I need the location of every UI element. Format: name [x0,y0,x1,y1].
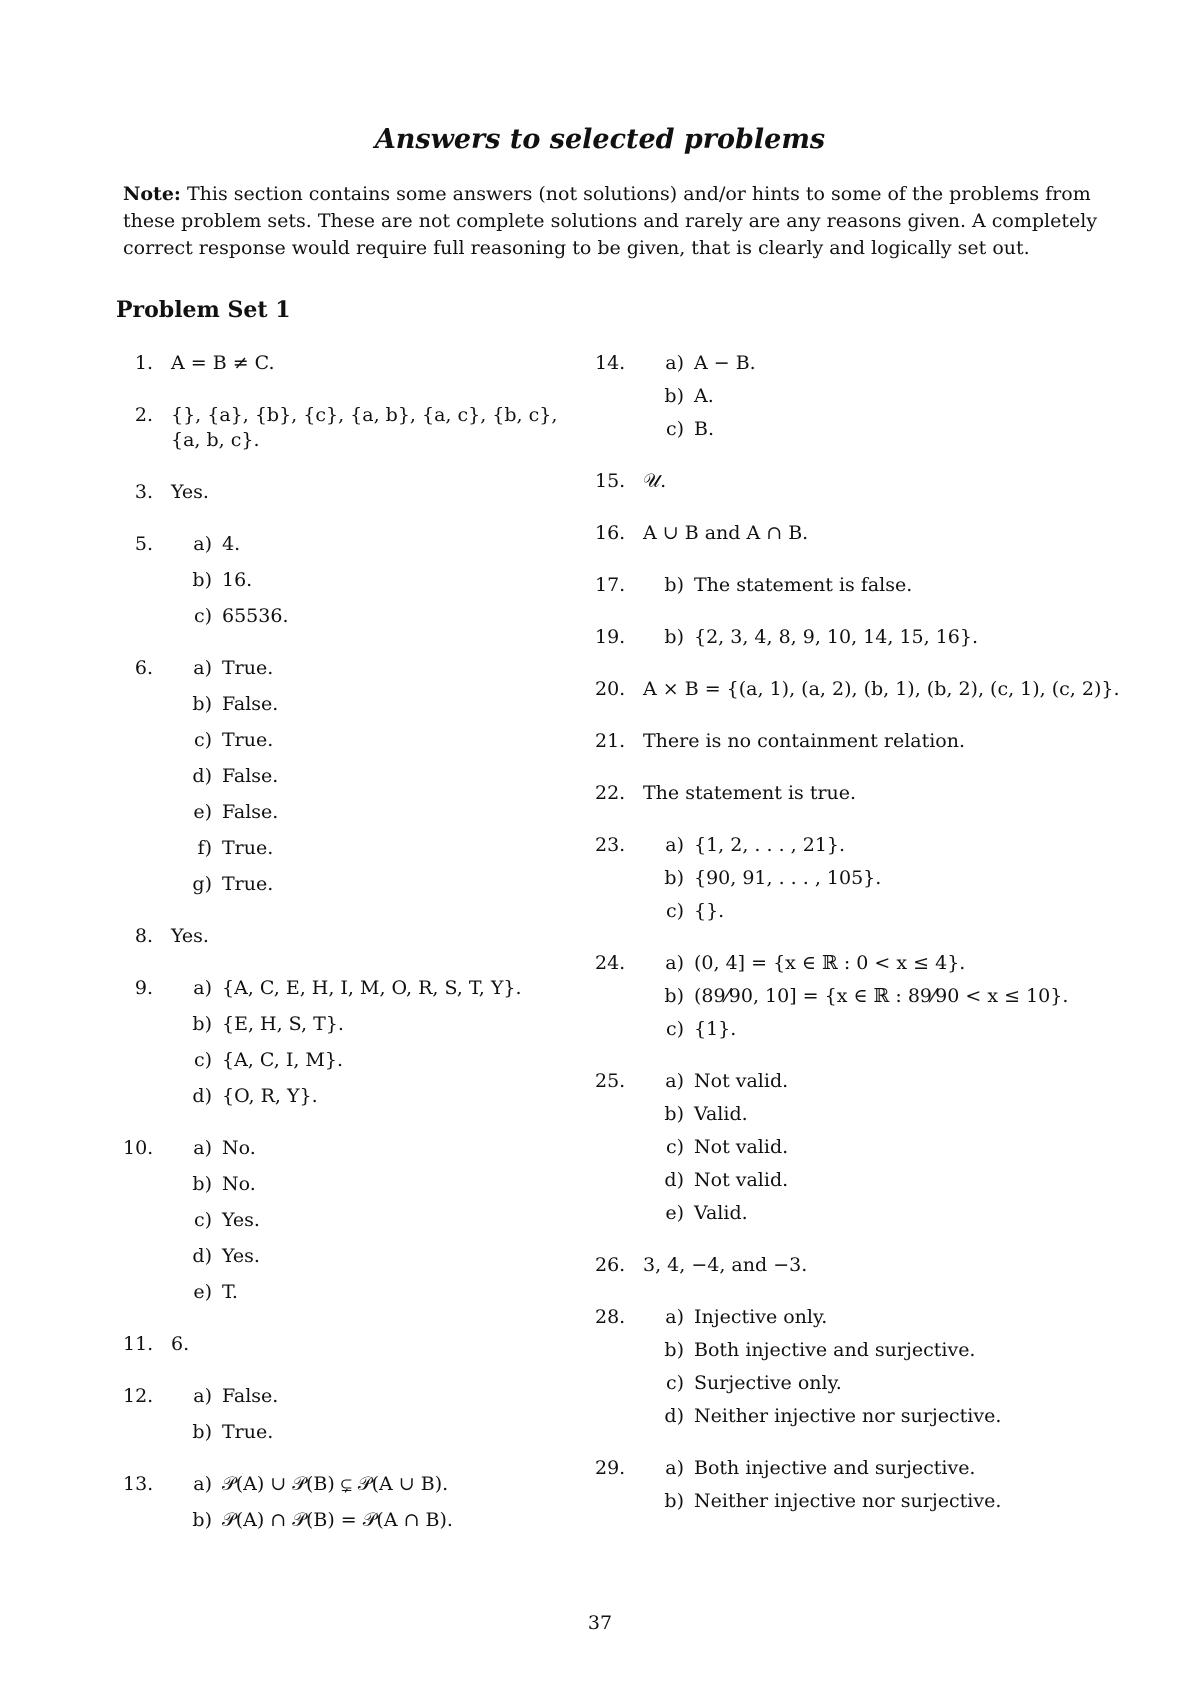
answer-number: 22. [595,782,626,804]
answer-item [595,729,1155,754]
answer-part-label: c) [665,418,684,440]
answer-text: There is no containment relation. [643,730,966,752]
answer-text: The statement is true. [643,782,857,804]
answer-part [643,1489,1155,1514]
answer-part-text: 65536. [222,605,289,627]
answer-part-label: c) [193,605,212,627]
answer-number: 11. [123,1333,154,1355]
answer-part [643,625,1155,650]
answer-part-text: Not valid. [694,1169,789,1191]
answer-part-text: Valid. [694,1103,748,1125]
answer-part [643,1338,1155,1363]
answer-part-label: b) [192,1013,212,1035]
answer-part-label: b) [192,1509,212,1531]
answer-part-label: c) [665,1018,684,1040]
answer-number: 17. [595,574,626,596]
answer-part-text: Yes. [222,1209,260,1231]
answer-part-label: g) [192,873,212,895]
answer-part [171,836,573,861]
answer-part [171,1012,573,1037]
answer-item [595,573,1155,598]
answer-part-label: b) [664,867,684,889]
answer-part [643,1017,1155,1042]
answer-item [123,1332,573,1357]
answer-part-label: a) [193,977,212,999]
answer-part-text: Both injective and surjective. [694,1457,976,1479]
answer-part-text: 𝒫(A) ∪ 𝒫(B) ⊊ 𝒫(A ∪ B). [222,1473,449,1495]
answer-number: 5. [134,533,153,555]
answer-item [123,1384,573,1445]
answer-part-label: a) [665,352,684,374]
answer-part-label: a) [193,657,212,679]
answer-part-text: True. [222,1421,274,1443]
answer-part [643,1168,1155,1193]
answer-item [595,625,1155,650]
answer-part-text: True. [222,837,274,859]
answer-part-text: Yes. [222,1245,260,1267]
answer-item [123,351,573,376]
answer-part-text: {O, R, Y}. [222,1085,318,1107]
answer-parts [595,625,1155,650]
answer-parts [123,1384,573,1445]
answer-part-label: d) [192,1245,212,1267]
answer-text: 3, 4, −4, and −3. [643,1254,808,1276]
answer-part-text: False. [222,765,279,787]
answer-text: A ∪ B and A ∩ B. [643,522,809,544]
answer-number: 9. [134,977,153,999]
answer-part [643,1102,1155,1127]
answer-item [595,781,1155,806]
answer-part [643,899,1155,924]
answer-part-label: d) [192,765,212,787]
answer-parts [595,573,1155,598]
answer-part-label: b) [192,693,212,715]
answer-number: 13. [123,1473,154,1495]
answer-item [123,480,573,505]
answer-part-text: 16. [222,569,253,591]
answer-text: A = B ≠ C. [171,352,275,374]
answer-part-label: b) [192,569,212,591]
answer-part [643,951,1155,976]
answer-part [171,656,573,681]
answer-number: 21. [595,730,626,752]
answer-parts [123,656,573,897]
answer-part [171,1208,573,1233]
answer-item [595,1069,1155,1226]
answer-part [171,1508,573,1533]
answer-part-label: a) [193,533,212,555]
answer-part [643,1201,1155,1226]
answer-number: 15. [595,470,626,492]
answer-part [171,568,573,593]
answer-item [595,351,1155,442]
answer-part-label: c) [193,1049,212,1071]
answer-part-text: True. [222,729,274,751]
answer-part-text: {1, 2, . . . , 21}. [694,834,846,856]
note-text: This section contains some answers (not solutions) and/or hints to some of the problems from these problem sets. These are not complete solutions and rarely are any reasons given. A completely correct response would require full reasoning to be given, that is clearly and logically set out. [123,183,1098,259]
note-label: Note: [123,183,181,205]
answer-part-text: {A, C, E, H, I, M, O, R, S, T, Y}. [222,977,522,999]
answer-part-text: Surjective only. [694,1372,842,1394]
answer-part-text: No. [222,1137,256,1159]
answer-part-text: Neither injective nor surjective. [694,1490,1002,1512]
answer-number: 26. [595,1254,626,1276]
answer-number: 10. [123,1137,154,1159]
answer-text: 6. [171,1333,190,1355]
answer-number: 14. [595,352,626,374]
answer-part-text: T. [222,1281,238,1303]
answer-part-text: A − B. [694,352,756,374]
answer-part-label: b) [664,1103,684,1125]
answer-number: 25. [595,1070,626,1092]
section-heading: Problem Set 1 [116,297,291,323]
answer-number: 24. [595,952,626,974]
answer-part-label: a) [665,1070,684,1092]
answer-part [643,866,1155,891]
answer-part-label: c) [665,900,684,922]
answer-part-text: {2, 3, 4, 8, 9, 10, 14, 15, 16}. [694,626,978,648]
answer-part-label: a) [665,1306,684,1328]
answer-item [123,403,573,453]
answer-parts [595,1305,1155,1429]
answer-item [123,1136,573,1305]
answer-number: 29. [595,1457,626,1479]
answer-item [595,833,1155,924]
answer-part [643,351,1155,376]
answer-part-label: c) [665,1372,684,1394]
answer-part [171,692,573,717]
answer-part [171,1172,573,1197]
answer-number: 20. [595,678,626,700]
answer-parts [595,833,1155,924]
answer-part [643,1305,1155,1330]
answer-part [171,532,573,557]
answer-parts [595,351,1155,442]
answer-part [171,764,573,789]
answer-part [171,1136,573,1161]
answer-part [171,1280,573,1305]
answer-part [171,1048,573,1073]
answer-part-label: b) [664,626,684,648]
answer-part [171,1420,573,1445]
answer-part-label: e) [665,1202,684,1224]
answer-part [171,1244,573,1269]
answer-part [643,1404,1155,1429]
answer-part-label: a) [193,1473,212,1495]
answer-number: 16. [595,522,626,544]
answer-part-text: {90, 91, . . . , 105}. [694,867,882,889]
answer-part [171,800,573,825]
answer-part-label: b) [192,1173,212,1195]
answer-parts [123,532,573,629]
answer-part-text: Valid. [694,1202,748,1224]
answer-part [643,417,1155,442]
answer-item [123,532,573,629]
answer-part-label: a) [193,1385,212,1407]
answer-number: 2. [134,404,153,426]
answer-item [595,521,1155,546]
answer-text: Yes. [171,925,209,947]
answer-part-text: Not valid. [694,1136,789,1158]
answer-item [595,677,1155,702]
answer-part-label: e) [193,1281,212,1303]
answer-part-text: {1}. [694,1018,737,1040]
answer-parts [595,1456,1155,1514]
answer-part-label: a) [665,1457,684,1479]
answer-number: 1. [134,352,153,374]
answer-part [171,1472,573,1497]
answer-part-label: a) [665,834,684,856]
answer-parts [595,951,1155,1042]
answer-item [123,924,573,949]
answer-item [123,656,573,897]
answer-part-text: False. [222,801,279,823]
answer-part-text: Both injective and surjective. [694,1339,976,1361]
answer-part-label: b) [664,1490,684,1512]
answer-item [123,976,573,1109]
answer-part [171,1084,573,1109]
answer-text: A × B = {(a, 1), (a, 2), (b, 1), (b, 2), (c, 1), (c, 2)}. [643,678,1120,700]
answer-part-label: b) [664,1339,684,1361]
answer-part-text: No. [222,1173,256,1195]
answer-item [595,1456,1155,1514]
answer-part [643,384,1155,409]
answer-part-text: {}. [694,900,725,922]
answer-part-text: False. [222,693,279,715]
answer-part-label: b) [192,1421,212,1443]
answer-parts [123,1472,573,1533]
answer-part-text: 𝒫(A) ∩ 𝒫(B) = 𝒫(A ∩ B). [222,1509,453,1531]
answer-part [643,1371,1155,1396]
answer-part [171,1384,573,1409]
answer-part-text: The statement is false. [694,574,913,596]
answer-part-text: A. [694,385,714,407]
answer-text: Yes. [171,481,209,503]
answer-part-text: B. [694,418,715,440]
answer-number: 3. [134,481,153,503]
answer-part-label: a) [665,952,684,974]
answers-right-column [595,351,1155,1541]
answer-part [643,1456,1155,1481]
answer-part-label: f) [197,837,212,859]
answer-part-label: a) [193,1137,212,1159]
answer-part-label: c) [193,1209,212,1231]
answer-part-label: b) [664,574,684,596]
answer-text: 𝒰. [643,470,667,492]
answer-part-label: d) [192,1085,212,1107]
answer-part-text: {E, H, S, T}. [222,1013,344,1035]
answer-parts [123,1136,573,1305]
answer-part-text: Not valid. [694,1070,789,1092]
answer-part-label: b) [664,385,684,407]
answer-part-label: d) [664,1169,684,1191]
answer-parts [595,1069,1155,1226]
answer-part-label: d) [664,1405,684,1427]
answer-part [171,728,573,753]
page-number: 37 [587,1612,613,1634]
answer-part [643,984,1155,1009]
answer-number: 12. [123,1385,154,1407]
answer-parts [123,976,573,1109]
answer-part-text: (0, 4] = {x ∈ ℝ : 0 < x ≤ 4}. [694,952,966,974]
answer-number: 23. [595,834,626,856]
answer-item [595,1305,1155,1429]
answer-item [123,1472,573,1533]
answer-part-text: True. [222,657,274,679]
answer-number: 28. [595,1306,626,1328]
answer-part-label: c) [665,1136,684,1158]
answer-part [643,573,1155,598]
answer-part-text: Neither injective nor surjective. [694,1405,1002,1427]
answer-number: 19. [595,626,626,648]
answer-part-label: b) [664,985,684,1007]
answer-part [643,1069,1155,1094]
answer-part-text: {A, C, I, M}. [222,1049,343,1071]
answer-item [595,469,1155,494]
answer-part [171,872,573,897]
answer-item [595,951,1155,1042]
answer-part-text: (89⁄90, 10] = {x ∈ ℝ : 89⁄90 < x ≤ 10}. [694,985,1069,1007]
answer-part [643,833,1155,858]
answer-number: 6. [134,657,153,679]
answer-text: {}, {a}, {b}, {c}, {a, b}, {a, c}, {b, c}, {a, b, c}. [171,404,558,451]
answers-left-column [123,351,573,1560]
answer-part-text: 4. [222,533,241,555]
answer-part-text: True. [222,873,274,895]
answer-part [171,976,573,1001]
answer-part-text: Injective only. [694,1306,828,1328]
answer-part-label: e) [193,801,212,823]
note-paragraph [123,181,1099,262]
answer-item [595,1253,1155,1278]
answer-part [643,1135,1155,1160]
answer-part-label: c) [193,729,212,751]
page-title: Answers to selected problems [374,124,826,155]
answer-number: 8. [134,925,153,947]
answer-part [171,604,573,629]
answer-part-text: False. [222,1385,279,1407]
